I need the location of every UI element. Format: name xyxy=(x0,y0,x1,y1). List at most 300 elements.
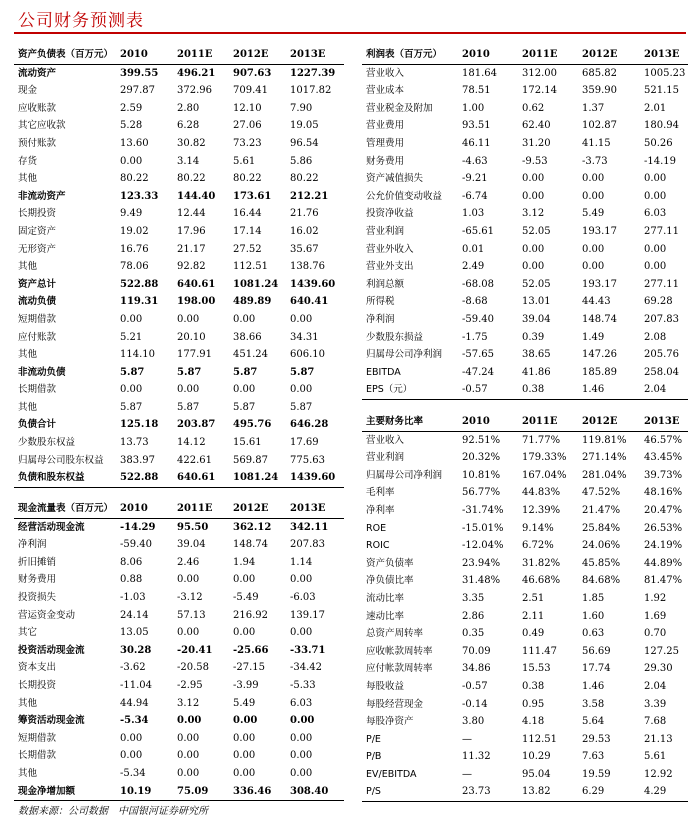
cell-value: 5.49 xyxy=(233,697,256,709)
balance-row xyxy=(14,258,344,276)
cell-value: 5.49 xyxy=(582,208,605,220)
cell-value: 173.61 xyxy=(233,190,272,202)
cell-value: 23.94% xyxy=(462,557,501,569)
balance-row xyxy=(14,364,344,382)
cell-value: 24.19% xyxy=(644,540,683,552)
cashflow-row xyxy=(14,554,344,572)
balance-row xyxy=(14,276,344,294)
cell-value: 95.50 xyxy=(177,521,209,533)
cell-value: 0.00 xyxy=(290,313,313,325)
row-label: 存货 xyxy=(18,155,38,167)
cell-value: 10.29 xyxy=(522,751,551,763)
cell-value: 20.10 xyxy=(177,331,206,343)
cell-value: 2.49 xyxy=(462,261,485,273)
cell-value: 277.11 xyxy=(644,278,679,290)
cell-value: 44.94 xyxy=(120,697,149,709)
cell-value: 12.10 xyxy=(233,102,262,114)
row-label: 资产负债表（百万元） xyxy=(14,46,120,64)
cell-value: 52.05 xyxy=(522,225,551,237)
cell-value: 198.00 xyxy=(177,296,216,308)
cell-value: 34.86 xyxy=(462,663,491,675)
cell-value: -57.65 xyxy=(462,349,495,361)
cell-value: -0.57 xyxy=(462,381,522,399)
cell-value: 0.39 xyxy=(522,331,545,343)
balance-row xyxy=(14,241,344,259)
cell-value: 0.00 xyxy=(120,155,143,167)
row-label: 筹资活动现金流 xyxy=(18,715,85,727)
cell-value: -4.63 xyxy=(462,155,488,167)
row-label: 投资活动现金流 xyxy=(18,644,85,656)
row-label: 投资净收益 xyxy=(366,208,414,220)
balance-row xyxy=(14,469,344,487)
cell-value: 0.00 xyxy=(644,243,667,255)
cell-value: 362.12 xyxy=(233,521,272,533)
cell-value: -3.12 xyxy=(177,591,203,603)
cell-value: -1.03 xyxy=(120,591,146,603)
cell-value: -12.04% xyxy=(462,540,504,552)
cell-value: 640.61 xyxy=(177,278,216,290)
cell-value: 27.06 xyxy=(233,120,262,132)
cell-value: 2011E xyxy=(177,500,233,518)
cell-value: 2.51 xyxy=(522,592,545,604)
cell-value: 4.18 xyxy=(522,716,545,728)
row-label: 折旧摊销 xyxy=(18,556,57,568)
cell-value: 1.37 xyxy=(582,102,605,114)
row-label: 负债合计 xyxy=(18,419,57,431)
cell-value: 2013E xyxy=(644,413,688,431)
cell-value: 21.17 xyxy=(177,243,206,255)
cell-value: 203.87 xyxy=(177,419,216,431)
cell-value: -6.03 xyxy=(290,591,316,603)
cell-value: 3.14 xyxy=(177,155,200,167)
balance-row xyxy=(14,381,344,399)
cell-value: 41.15 xyxy=(582,137,611,149)
cell-value: 70.09 xyxy=(462,645,491,657)
cell-value: 6.29 xyxy=(582,783,644,801)
cell-value: 1.14 xyxy=(290,556,313,568)
cell-value: 5.28 xyxy=(120,120,143,132)
cell-value: 522.88 xyxy=(120,278,159,290)
row-label: 现金 xyxy=(18,85,38,97)
cell-value: 0.00 xyxy=(290,384,313,396)
row-label: 现金流量表（百万元） xyxy=(14,500,120,518)
cell-value: 0.00 xyxy=(120,750,143,762)
cell-value: 1.60 xyxy=(582,610,605,622)
cell-value: 685.82 xyxy=(582,67,617,79)
cell-value: 0.70 xyxy=(644,628,667,640)
cell-value: 1.00 xyxy=(462,102,485,114)
cell-value: 3.80 xyxy=(462,716,485,728)
cell-value: -14.19 xyxy=(644,155,677,167)
cell-value: 80.22 xyxy=(177,173,206,185)
ratios-row xyxy=(362,520,688,538)
cell-value: 5.87 xyxy=(120,366,145,378)
balance-row xyxy=(14,170,344,188)
cell-value: -20.58 xyxy=(177,662,210,674)
cell-value: 8.06 xyxy=(120,556,143,568)
cell-value: 216.92 xyxy=(233,609,268,621)
cashflow-table xyxy=(14,500,344,801)
cell-value: 2.01 xyxy=(644,102,667,114)
row-label: 负债和股东权益 xyxy=(14,469,120,487)
row-label: 应付账款 xyxy=(18,331,57,343)
cell-value: 57.13 xyxy=(177,609,206,621)
cell-value: 27.52 xyxy=(233,243,262,255)
cell-value: 39.04 xyxy=(522,313,551,325)
cell-value: 1.94 xyxy=(233,556,256,568)
cell-value: 277.11 xyxy=(644,225,679,237)
cell-value: 84.68% xyxy=(582,575,621,587)
ratios-row xyxy=(362,537,688,555)
cell-value: 1081.24 xyxy=(233,278,279,290)
cashflow-row xyxy=(14,642,344,660)
row-label: 营业成本 xyxy=(366,85,405,97)
cell-value: 1.03 xyxy=(462,208,485,220)
cell-value: 30.82 xyxy=(177,137,206,149)
row-label: P/B xyxy=(366,751,382,763)
cell-value: 96.54 xyxy=(290,137,319,149)
row-label: 营业外收入 xyxy=(366,243,414,255)
balance-row xyxy=(14,223,344,241)
cell-value: 23.73 xyxy=(462,783,522,801)
cell-value: — xyxy=(462,733,472,745)
row-label: 管理费用 xyxy=(366,137,405,149)
income-row xyxy=(362,153,688,171)
cell-value: 185.89 xyxy=(582,366,617,378)
balance-row xyxy=(14,434,344,452)
cell-value: 13.01 xyxy=(522,296,551,308)
ratios-row xyxy=(362,766,688,784)
balance-header xyxy=(14,46,344,64)
cell-value: 21.76 xyxy=(290,208,319,220)
cell-value: 31.48% xyxy=(462,575,501,587)
cell-value: 907.63 xyxy=(233,67,272,79)
row-label: 资产总计 xyxy=(18,278,57,290)
cell-value: -5.34 xyxy=(120,715,149,727)
row-label: EPS（元） xyxy=(362,381,462,399)
balance-row xyxy=(14,293,344,311)
cell-value: 451.24 xyxy=(233,349,268,361)
cell-value: 7.68 xyxy=(644,716,667,728)
income-row xyxy=(362,82,688,100)
cell-value: 20.47% xyxy=(644,504,683,516)
income-row xyxy=(362,346,688,364)
cell-value: 5.87 xyxy=(177,401,200,413)
cell-value: 5.87 xyxy=(233,366,258,378)
cell-value: 39.73% xyxy=(644,469,683,481)
row-label: 其它 xyxy=(18,627,38,639)
cell-value: 78.06 xyxy=(120,261,149,273)
cell-value: 0.01 xyxy=(462,243,485,255)
cell-value: 0.00 xyxy=(290,627,313,639)
cell-value: 422.61 xyxy=(177,454,212,466)
income-row xyxy=(362,135,688,153)
row-label: 营业税金及附加 xyxy=(366,102,433,114)
cell-value: -9.21 xyxy=(462,173,488,185)
row-label: 净利率 xyxy=(366,504,395,516)
row-label: 流动比率 xyxy=(366,592,405,604)
cashflow-row xyxy=(14,730,344,748)
cell-value: 2010 xyxy=(120,46,177,64)
cell-value: 709.41 xyxy=(233,85,268,97)
row-label: 其它应收款 xyxy=(18,120,66,132)
ratios-row xyxy=(362,467,688,485)
cell-value: 5.21 xyxy=(120,331,143,343)
cell-value: 646.28 xyxy=(290,419,329,431)
row-label: 资产负债率 xyxy=(366,557,414,569)
cell-value: 7.90 xyxy=(290,102,313,114)
cell-value: 179.33% xyxy=(522,452,567,464)
row-label: 净利润 xyxy=(366,313,395,325)
cell-value: 212.21 xyxy=(290,190,329,202)
ratios-row xyxy=(362,572,688,590)
cell-value: 69.28 xyxy=(644,296,673,308)
cashflow-row xyxy=(14,518,344,536)
cell-value: 2011E xyxy=(522,413,582,431)
cell-value: -65.61 xyxy=(462,225,495,237)
cell-value: 38.66 xyxy=(233,331,262,343)
ratios-row xyxy=(362,449,688,467)
cell-value: 102.87 xyxy=(582,120,617,132)
row-label: 其他 xyxy=(18,261,38,273)
ratios-row xyxy=(362,713,688,731)
ratios-row xyxy=(362,748,688,766)
ratios-row xyxy=(362,608,688,626)
cell-value: 0.00 xyxy=(233,732,256,744)
row-label: 应收账款 xyxy=(18,102,57,114)
ratios-row xyxy=(362,625,688,643)
cell-value: 167.04% xyxy=(522,469,567,481)
balance-row xyxy=(14,135,344,153)
cell-value: 16.44 xyxy=(233,208,262,220)
cell-value: 138.76 xyxy=(290,261,325,273)
row-label: 其他 xyxy=(18,401,38,413)
cell-value: 14.12 xyxy=(177,437,206,449)
cell-value: 0.62 xyxy=(522,102,545,114)
cell-value: 281.04% xyxy=(582,469,627,481)
cell-value: 177.91 xyxy=(177,349,212,361)
income-row xyxy=(362,241,688,259)
cell-value: 5.86 xyxy=(290,155,313,167)
cell-value: 31.20 xyxy=(522,137,551,149)
cell-value: 0.00 xyxy=(177,313,200,325)
income-row xyxy=(362,258,688,276)
cell-value: 11.32 xyxy=(462,751,491,763)
row-label: 财务费用 xyxy=(366,155,405,167)
row-label: 其他 xyxy=(18,173,38,185)
cell-value: 6.03 xyxy=(644,208,667,220)
cell-value: 19.59 xyxy=(582,768,611,780)
cell-value: 15.53 xyxy=(522,663,551,675)
balance-sheet-table xyxy=(14,46,344,488)
row-label: 每股收益 xyxy=(366,680,405,692)
cell-value: -15.01% xyxy=(462,522,504,534)
cell-value: 12.92 xyxy=(644,768,673,780)
ratios-row xyxy=(362,643,688,661)
cell-value: 0.00 xyxy=(177,767,200,779)
cell-value: 127.25 xyxy=(644,645,679,657)
cell-value: 2.59 xyxy=(120,102,143,114)
cell-value: 312.00 xyxy=(522,67,557,79)
cell-value: 2012E xyxy=(582,46,644,64)
cell-value: 0.00 xyxy=(290,732,313,744)
cell-value: 0.00 xyxy=(177,715,202,727)
cashflow-row xyxy=(14,624,344,642)
cell-value: 0.00 xyxy=(582,261,605,273)
cell-value: 2011E xyxy=(522,46,582,64)
cashflow-row xyxy=(14,765,344,783)
row-label: 所得税 xyxy=(366,296,395,308)
income-row xyxy=(362,117,688,135)
cell-value: -8.68 xyxy=(462,296,488,308)
cell-value: -9.53 xyxy=(522,155,548,167)
cell-value: 0.00 xyxy=(522,243,545,255)
cashflow-row xyxy=(14,589,344,607)
cell-value: 1439.60 xyxy=(290,278,336,290)
cell-value: 2013E xyxy=(290,46,344,64)
ratios-row xyxy=(362,431,688,449)
row-label: 预付账款 xyxy=(18,137,57,149)
cell-value: — xyxy=(462,768,472,780)
cashflow-row xyxy=(14,607,344,625)
cashflow-row xyxy=(14,783,344,801)
row-label: 经营活动现金流 xyxy=(18,521,85,533)
row-label: 营业利润 xyxy=(366,452,405,464)
cell-value: 0.00 xyxy=(120,732,143,744)
row-label: 归属母公司净利润 xyxy=(366,469,443,481)
cell-value: 0.00 xyxy=(177,574,200,586)
row-label: 固定资产 xyxy=(18,225,57,237)
cell-value: 111.47 xyxy=(522,645,557,657)
cell-value: 21.47% xyxy=(582,504,621,516)
row-label: 营业收入 xyxy=(366,67,405,79)
cell-value: -5.34 xyxy=(120,767,146,779)
cell-value: 3.39 xyxy=(644,698,667,710)
cell-value: 24.14 xyxy=(120,609,149,621)
cell-value: 10.19 xyxy=(120,783,177,801)
cell-value: 148.74 xyxy=(233,539,268,551)
cell-value: 44.89% xyxy=(644,557,683,569)
cell-value: 1.69 xyxy=(644,610,667,622)
balance-row xyxy=(14,416,344,434)
cell-value: 0.00 xyxy=(177,750,200,762)
cell-value: 0.00 xyxy=(233,750,256,762)
cell-value: 5.87 xyxy=(233,401,256,413)
income-row xyxy=(362,364,688,382)
cashflow-row xyxy=(14,659,344,677)
cell-value: -6.74 xyxy=(462,190,488,202)
cell-value: 2012E xyxy=(233,46,290,64)
cell-value: 148.74 xyxy=(582,313,617,325)
row-label: 投资损失 xyxy=(18,591,57,603)
cell-value: 2010 xyxy=(462,413,522,431)
cell-value: 144.40 xyxy=(177,190,216,202)
cell-value: -27.15 xyxy=(233,662,266,674)
row-label: 少数股东损益 xyxy=(366,331,424,343)
row-label: 每股净资产 xyxy=(366,716,414,728)
row-label: 长期借款 xyxy=(18,750,57,762)
cell-value: 41.86 xyxy=(522,366,551,378)
cell-value: 0.00 xyxy=(233,574,256,586)
row-label: 速动比率 xyxy=(366,610,405,622)
cell-value: 6.28 xyxy=(177,120,200,132)
cell-value: 5.87 xyxy=(290,401,313,413)
row-label: 现金净增加额 xyxy=(14,783,120,801)
row-label: 无形资产 xyxy=(18,243,57,255)
cell-value: 606.10 xyxy=(290,349,325,361)
cell-value: 207.83 xyxy=(644,313,679,325)
cell-value: 1017.82 xyxy=(290,85,332,97)
income-statement-table xyxy=(362,46,688,400)
cell-value: 495.76 xyxy=(233,419,272,431)
ratios-row xyxy=(362,590,688,608)
cell-value: 6.03 xyxy=(290,697,313,709)
cell-value: 1227.39 xyxy=(290,67,336,79)
cell-value: 0.00 xyxy=(120,384,143,396)
cell-value: 1439.60 xyxy=(290,469,344,487)
cell-value: 0.63 xyxy=(582,628,605,640)
row-label: 资产减值损失 xyxy=(366,173,424,185)
balance-row xyxy=(14,346,344,364)
income-row xyxy=(362,64,688,82)
cell-value: -47.24 xyxy=(462,366,495,378)
cell-value: 0.00 xyxy=(177,384,200,396)
balance-row xyxy=(14,188,344,206)
row-label: 非流动负债 xyxy=(18,366,66,378)
income-row xyxy=(362,329,688,347)
cashflow-row xyxy=(14,747,344,765)
cell-value: 372.96 xyxy=(177,85,212,97)
cell-value: 5.61 xyxy=(233,155,256,167)
row-label: 营业费用 xyxy=(366,120,405,132)
ratios-row xyxy=(362,731,688,749)
row-label: EV/EBITDA xyxy=(366,768,417,780)
cell-value: 0.00 xyxy=(582,243,605,255)
cell-value: 0.00 xyxy=(290,767,313,779)
ratios-row xyxy=(362,678,688,696)
cell-value: 5.61 xyxy=(644,751,667,763)
cell-value: 56.69 xyxy=(582,645,611,657)
ratios-row xyxy=(362,555,688,573)
cell-value: 95.04 xyxy=(522,768,551,780)
cell-value: 0.88 xyxy=(120,574,143,586)
row-label: 流动资产 xyxy=(18,67,57,79)
cell-value: 34.31 xyxy=(290,331,319,343)
cashflow-row xyxy=(14,712,344,730)
cell-value: 0.00 xyxy=(177,627,200,639)
cell-value: 71.77% xyxy=(522,434,561,446)
cell-value: 0.00 xyxy=(233,384,256,396)
cell-value: 0.00 xyxy=(290,715,315,727)
row-label: 净负债比率 xyxy=(366,575,414,587)
ratios-row xyxy=(362,696,688,714)
cell-value: 258.04 xyxy=(644,366,679,378)
cell-value: 10.81% xyxy=(462,469,501,481)
row-label: 长期借款 xyxy=(18,384,57,396)
cell-value: 2013E xyxy=(644,46,688,64)
ratios-row xyxy=(362,783,688,801)
cell-value: 308.40 xyxy=(290,783,344,801)
cell-value: 78.51 xyxy=(462,85,491,97)
row-label: 短期借款 xyxy=(18,313,57,325)
cell-value: 12.39% xyxy=(522,504,561,516)
cell-value: -3.73 xyxy=(582,155,608,167)
financial-ratios-table xyxy=(362,413,688,802)
cell-value: 2.11 xyxy=(522,610,545,622)
income-header xyxy=(362,46,688,64)
income-row xyxy=(362,276,688,294)
cell-value: 80.22 xyxy=(233,173,262,185)
